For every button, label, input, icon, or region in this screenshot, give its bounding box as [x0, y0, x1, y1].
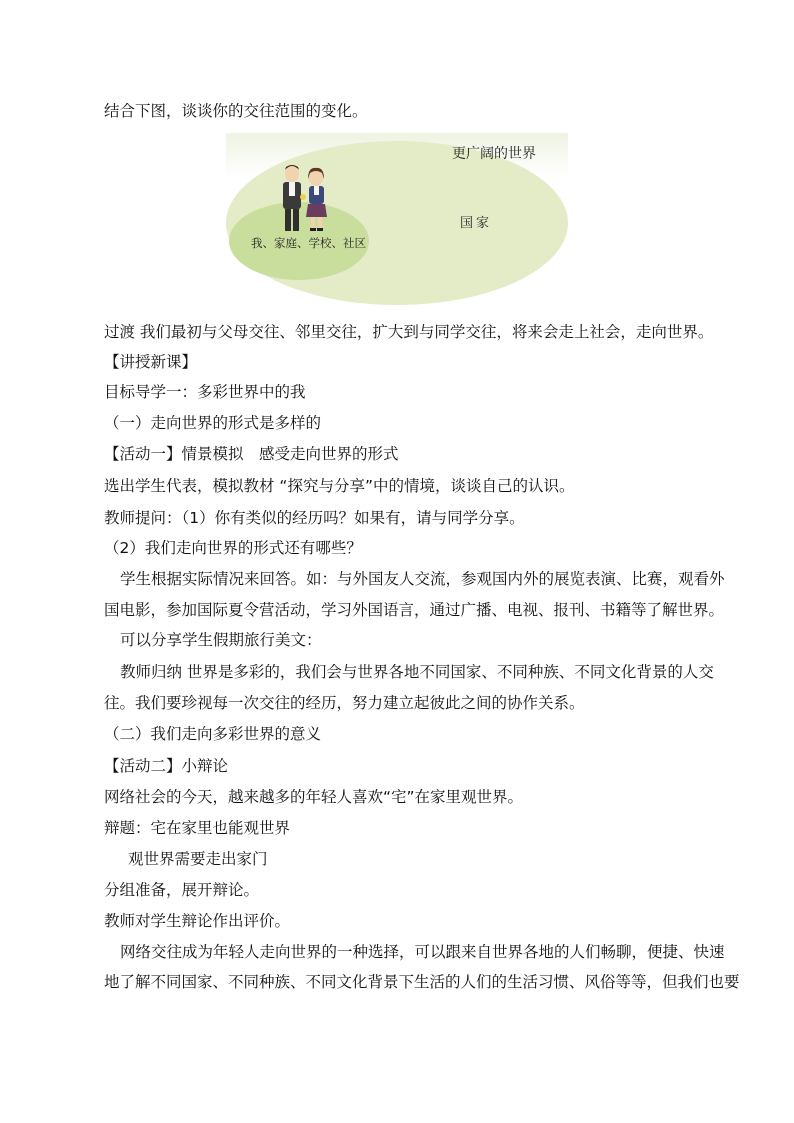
- text-line: 选出学生代表，模拟教材 “探究与分享”中的情境，谈谈自己的认识。: [104, 477, 575, 495]
- section-heading: 【讲授新课】: [104, 353, 198, 371]
- text-line: 【活动二】小辩论: [104, 757, 229, 775]
- text-line: 目标导学一：多彩世界中的我: [104, 383, 306, 401]
- text-line: 教师对学生辩论作出评价。: [104, 912, 291, 930]
- text-line: 结合下图，谈谈你的交往范围的变化。: [104, 102, 368, 120]
- text-line: （一）走向世界的形式是多样的: [104, 414, 322, 432]
- text-line: 网络交往成为年轻人走向世界的一种选择，可以跟来自世界各地的人们畅聊，便捷、快速: [120, 943, 725, 961]
- text-line: 过渡 我们最初与父母交往、邻里交往，扩大到与同学交往，将来会走上社会，走向世界。: [104, 323, 714, 341]
- text-line: 往。我们要珍视每一次交往的经历，努力建立起彼此之间的协作关系。: [104, 694, 585, 712]
- text-line: 教师提问：（1）你有类似的经历吗？如果有，请与同学分享。: [104, 509, 525, 527]
- text-line: 可以分享学生假期旅行美文：: [120, 631, 322, 649]
- text-line: 学生根据实际情况来回答。如：与外国友人交流，参观国内外的展览表演、比赛，观看外: [120, 570, 725, 588]
- country-label: 国家: [460, 216, 493, 231]
- text-line: 分组准备，展开辩论。: [104, 881, 260, 899]
- text-line: 【活动一】情景模拟 感受走向世界的形式: [104, 445, 399, 463]
- text-line: 国电影，参加国际夏令营活动，学习外国语言，通过广播、电视、报刊、书籍等了解世界。: [104, 601, 725, 619]
- text-line: 网络社会的今天，越来越多的年轻人喜欢“宅”在家里观世界。: [104, 788, 524, 806]
- community-label: 我、家庭、学校、社区: [251, 236, 366, 250]
- text-line: 教师归纳 世界是多彩的，我们会与世界各地不同国家、不同种族、不同文化背景的人交: [120, 663, 714, 681]
- text-line: 地了解不同国家、不同种族、不同文化背景下生活的人们的生活习惯、风俗等等，但我们也要: [104, 973, 740, 991]
- world-label: 更广阔的世界: [452, 146, 536, 162]
- text-line: 辩题：宅在家里也能观世界: [104, 819, 291, 837]
- social-circles-figure: [226, 133, 568, 305]
- text-line: （二）我们走向多彩世界的意义: [104, 725, 322, 743]
- text-line: 观世界需要走出家门: [128, 850, 268, 868]
- text-line: （2）我们走向世界的形式还有哪些？: [104, 539, 362, 557]
